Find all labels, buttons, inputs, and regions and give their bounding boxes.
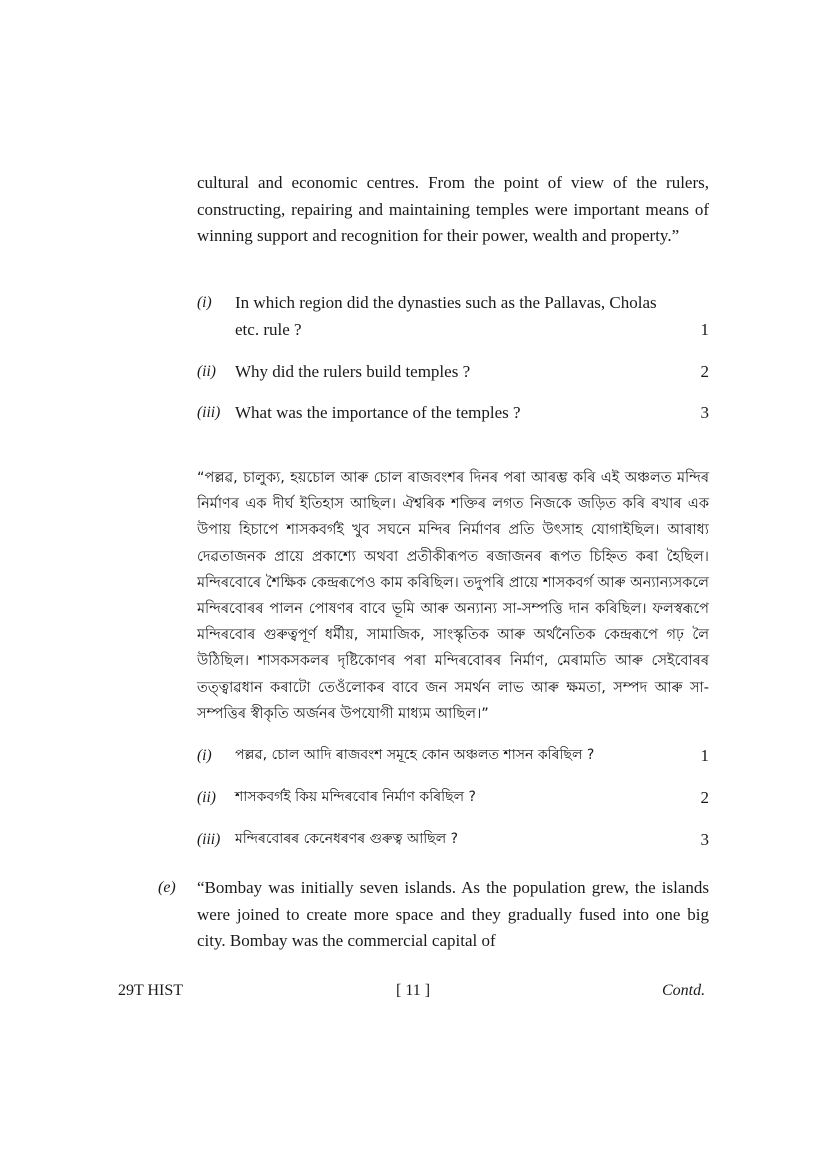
- question-marks: 2: [700, 788, 709, 807]
- footer-contd: Contd.: [662, 982, 706, 999]
- footer-paper-code: 29T HIST: [118, 982, 184, 999]
- question-marks: 3: [700, 830, 709, 849]
- question-marks: 3: [700, 403, 709, 422]
- question-number: (i): [197, 747, 212, 764]
- assamese-question-2: [197, 784, 709, 811]
- assamese-question-3: [197, 826, 709, 853]
- assamese-question-1: [197, 742, 709, 769]
- question-text: Why did the rulers build temples ?: [235, 362, 471, 381]
- question-number: (ii): [197, 789, 216, 806]
- question-text: In which region did the dynasties such as the Pallavas, Cholas etc. rule ?: [235, 293, 657, 339]
- question-number: (iii): [197, 404, 221, 421]
- question-number: (iii): [197, 831, 221, 848]
- question-marks: 2: [700, 362, 709, 381]
- question-text: পল্লৱ, চোল আদি ৰাজবংশ সমূহে কোন অঞ্চলত শাসন কৰিছিল ?: [235, 747, 595, 763]
- assamese-passage: “পল্লৱ, চালুক্য, হয়চোল আৰু চোল ৰাজবংশৰ দিনৰ পৰা আৰম্ভ কৰি এই অঞ্চলত মন্দিৰ নিৰ্মাণৰ এক দীৰ্ঘ ইতিহাস আছিল। ঐশ্বৰিক শক্তিৰ লগত নিজকে জড়িত কৰি ৰখাৰ এক উপায় হিচাপে শাসকবৰ্গই খুব সঘনে মন্দিৰ নিৰ্মাণৰ প্ৰতি উৎসাহ যোগাইছিল। আৰাধ্য দেৱতাজনক প্ৰায়ে প্ৰকাশ্যে অথবা প্ৰতীকীৰূপত ৰজাজনৰ ৰূপত চিহ্নিত কৰা হৈছিল। মন্দিৰবোৰে শৈক্ষিক কেন্দ্ৰৰূপেও কাম কৰিছিল। তদুপৰি প্ৰায়ে শাসকবৰ্গ আৰু অন্যান্যসকলে মন্দিৰবোৰৰ পালন পোষণৰ বাবে ভূমি আৰু অন্যান্য সা-সম্পত্তি দান কৰিছিল। ফলস্বৰূপে মন্দিৰবোৰ গুৰুত্বপূৰ্ণ ধৰ্মীয়, সামাজিক, সাংস্কৃতিক আৰু অৰ্থনৈতিক কেন্দ্ৰৰূপে গঢ় লৈ উঠিছিল। শাসকসকলৰ দৃষ্টিকোণৰ পৰা মন্দিৰবোৰৰ নিৰ্মাণ, মেৰামতি আৰু সেইবোৰৰ তত্ত্বাৱধান কৰাটো তেওঁলোকৰ বাবে জন সমৰ্থন লাভ আৰু ক্ষমতা, সম্পদ আৰু সা-সম্পত্তিৰ স্বীকৃতি অৰ্জনৰ উপযোগী মাধ্যম আছিল।”: [197, 470, 709, 722]
- section-e-passage: “Bombay was initially seven islands. As the population grew, the islands were joined to create more space and they gradually fused into one big city. Bombay was the commercial capital of: [197, 878, 709, 950]
- question-text: মন্দিৰবোৰৰ কেনেধৰণৰ গুৰুত্ব আছিল ?: [235, 831, 459, 847]
- question-text: শাসকবৰ্গই কিয় মন্দিৰবোৰ নিৰ্মাণ কৰিছিল ?: [235, 789, 476, 805]
- english-question-3: [197, 399, 709, 426]
- question-number: (i): [197, 294, 212, 311]
- english-question-1: [197, 289, 709, 343]
- section-e-label: (e): [158, 879, 176, 896]
- english-passage: cultural and economic centres. From the point of view of the rulers, constructing, repairing and maintaining temples were important means of winning support and recognition for their power, wealth and property.”: [197, 173, 709, 245]
- footer-page-number: [ 11 ]: [396, 982, 431, 999]
- english-question-2: [197, 358, 709, 385]
- question-text: What was the importance of the temples ?: [235, 403, 521, 422]
- question-marks: 1: [700, 320, 709, 339]
- question-number: (ii): [197, 363, 216, 380]
- question-marks: 1: [700, 746, 709, 765]
